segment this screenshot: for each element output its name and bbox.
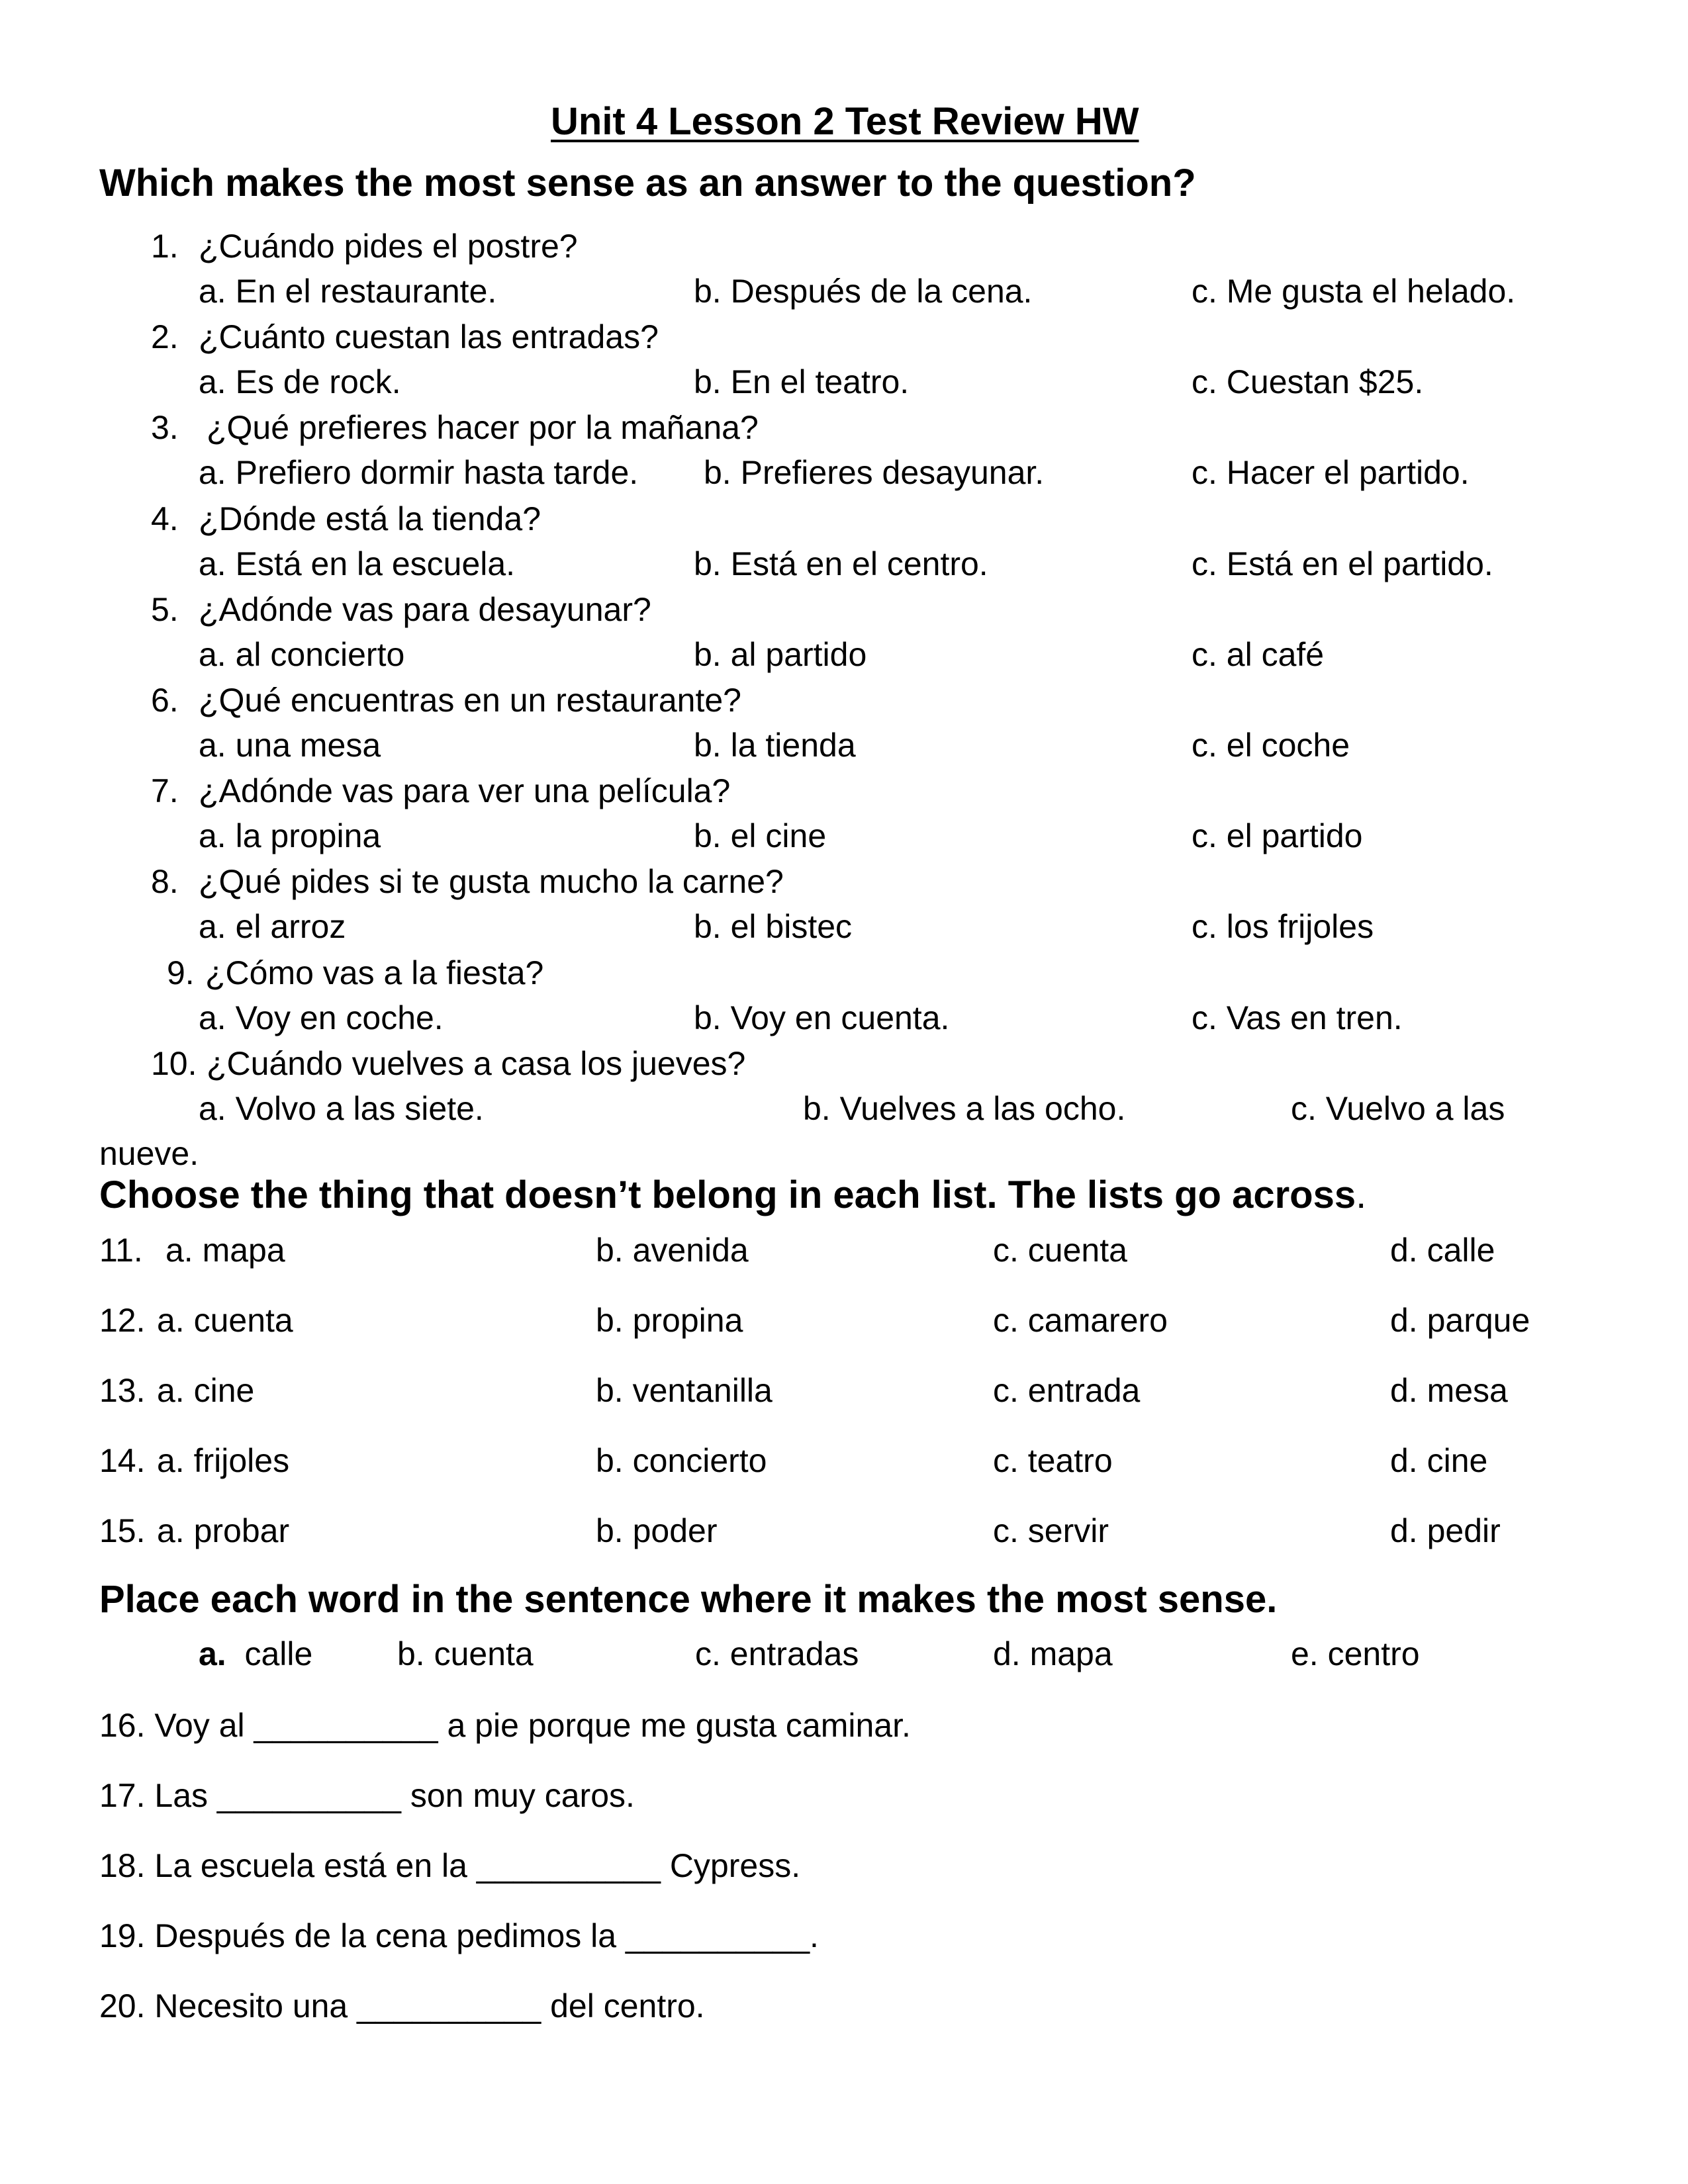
answer-option-a: a. Volvo a las siete.	[199, 1089, 484, 1127]
fill-in-sentence: 18. La escuela está en la __________ Cypress.	[99, 1847, 801, 1884]
answer-option-b: b. Voy en cuenta.	[694, 999, 950, 1036]
question-text: ¿Qué encuentras en un restaurante?	[199, 682, 741, 719]
list-option-a: a. probar	[157, 1512, 290, 1549]
list-row-number: 13.	[99, 1372, 146, 1409]
word-bank-b: b. cuenta	[397, 1635, 534, 1672]
list-row-number: 11.	[99, 1232, 143, 1269]
question-number: 10.	[151, 1044, 197, 1082]
answer-option-c: c. Vas en tren.	[1192, 999, 1403, 1036]
list-option-b: b. propina	[596, 1302, 743, 1339]
answer-option-c: c. el partido	[1192, 817, 1363, 855]
answer-option-b: b. En el teatro.	[694, 363, 910, 401]
word-bank-e: e. centro	[1291, 1635, 1420, 1672]
fill-in-sentence: 16. Voy al __________ a pie porque me gusta caminar.	[99, 1707, 911, 1744]
question-text: ¿Adónde vas para desayunar?	[199, 590, 651, 628]
fill-in-sentence: 17. Las __________ son muy caros.	[99, 1777, 635, 1814]
question-text: ¿Cuándo pides el postre?	[199, 228, 578, 265]
list-option-a: a. frijoles	[157, 1442, 290, 1479]
question-number: 5.	[151, 590, 179, 628]
fill-in-sentence: 20. Necesito una __________ del centro.	[99, 1987, 705, 2025]
answer-option-b: b. Después de la cena.	[694, 273, 1033, 310]
answer-option-a: a. Está en la escuela.	[199, 545, 516, 582]
list-option-c: c. entrada	[993, 1372, 1141, 1409]
answer-option-a: a. Voy en coche.	[199, 999, 444, 1036]
list-option-a: a. mapa	[165, 1232, 285, 1269]
word-bank-c: c. entradas	[695, 1635, 859, 1672]
answer-option-b: b. Prefieres desayunar.	[704, 454, 1045, 492]
question-text: ¿Cuánto cuestan las entradas?	[199, 318, 659, 356]
list-row-number: 15.	[99, 1512, 146, 1549]
question-number: 7.	[151, 772, 179, 810]
answer-option-a: a. al concierto	[199, 635, 405, 673]
question-text: ¿Qué prefieres hacer por la mañana?	[207, 409, 759, 447]
answer-option-a: a. el arroz	[199, 908, 346, 946]
word-bank-a	[199, 1635, 312, 1673]
answer-option-b: b. Vuelves a las ocho.	[803, 1089, 1126, 1127]
question-number: 9.	[167, 954, 195, 991]
answer-option-c: c. Está en el partido.	[1192, 545, 1493, 582]
answer-option-c: c. Vuelvo a las	[1291, 1089, 1505, 1127]
word-bank-a-word: calle	[244, 1635, 313, 1672]
list-option-c: c. camarero	[993, 1302, 1168, 1339]
question-text: ¿Cuándo vuelves a casa los jueves?	[207, 1044, 746, 1082]
list-option-b: b. poder	[596, 1512, 718, 1549]
list-row-number: 12.	[99, 1302, 146, 1339]
answer-option-a: a. Prefiero dormir hasta tarde.	[199, 454, 639, 492]
list-option-c: c. servir	[993, 1512, 1109, 1549]
section3-heading: Place each word in the sentence where it makes the most sense.	[99, 1578, 1278, 1621]
answer-option-a: a. la propina	[199, 817, 381, 855]
list-option-b: b. concierto	[596, 1442, 767, 1479]
answer-option-c: c. los frijoles	[1192, 908, 1374, 946]
answer-option-c: c. Cuestan $25.	[1192, 363, 1424, 401]
section2-heading-text: Choose the thing that doesn’t belong in each list. The lists go across	[99, 1173, 1356, 1216]
answer-option-c: c. el coche	[1192, 727, 1350, 764]
question-text: ¿Dónde está la tienda?	[199, 500, 541, 537]
answer-option-c: c. al café	[1192, 635, 1325, 673]
list-option-b: b. avenida	[596, 1232, 749, 1269]
question-number: 1.	[151, 228, 179, 265]
question-number: 8.	[151, 863, 179, 901]
list-option-a: a. cuenta	[157, 1302, 293, 1339]
word-bank-d: d. mapa	[993, 1635, 1113, 1672]
fill-in-sentence: 19. Después de la cena pedimos la __________.	[99, 1917, 819, 1954]
question-text: ¿Adónde vas para ver una película?	[199, 772, 731, 810]
list-option-d: d. cine	[1390, 1442, 1488, 1479]
question-number: 6.	[151, 682, 179, 719]
answer-option-b: b. el cine	[694, 817, 827, 855]
list-option-a: a. cine	[157, 1372, 255, 1409]
list-option-c: c. teatro	[993, 1442, 1113, 1479]
answer-option-a: a. Es de rock.	[199, 363, 401, 401]
answer-option-a: a. una mesa	[199, 727, 381, 764]
section2-heading-period: .	[1356, 1173, 1367, 1216]
list-row-number: 14.	[99, 1442, 146, 1479]
answer-option-b: b. al partido	[694, 635, 867, 673]
list-option-d: d. calle	[1390, 1232, 1495, 1269]
list-option-d: d. mesa	[1390, 1372, 1508, 1409]
question-text: ¿Qué pides si te gusta mucho la carne?	[199, 863, 784, 901]
answer-option-b: b. Está en el centro.	[694, 545, 988, 582]
question-number: 2.	[151, 318, 179, 356]
question-number: 4.	[151, 500, 179, 537]
answer-option-c: c. Me gusta el helado.	[1192, 273, 1516, 310]
page-title: Unit 4 Lesson 2 Test Review HW	[551, 100, 1139, 143]
answer-option-c-wrap: nueve.	[99, 1134, 199, 1172]
list-option-d: d. pedir	[1390, 1512, 1501, 1549]
question-text: ¿Cómo vas a la fiesta?	[205, 954, 544, 991]
answer-option-c: c. Hacer el partido.	[1192, 454, 1470, 492]
list-option-c: c. cuenta	[993, 1232, 1127, 1269]
answer-option-b: b. el bistec	[694, 908, 853, 946]
section2-heading	[99, 1173, 1366, 1217]
section1-heading: Which makes the most sense as an answer to the question?	[99, 161, 1196, 205]
word-bank-a-letter: a.	[199, 1635, 226, 1672]
answer-option-b: b. la tienda	[694, 727, 856, 764]
question-number: 3.	[151, 409, 179, 447]
list-option-b: b. ventanilla	[596, 1372, 773, 1409]
list-option-d: d. parque	[1390, 1302, 1530, 1339]
answer-option-a: a. En el restaurante.	[199, 273, 497, 310]
